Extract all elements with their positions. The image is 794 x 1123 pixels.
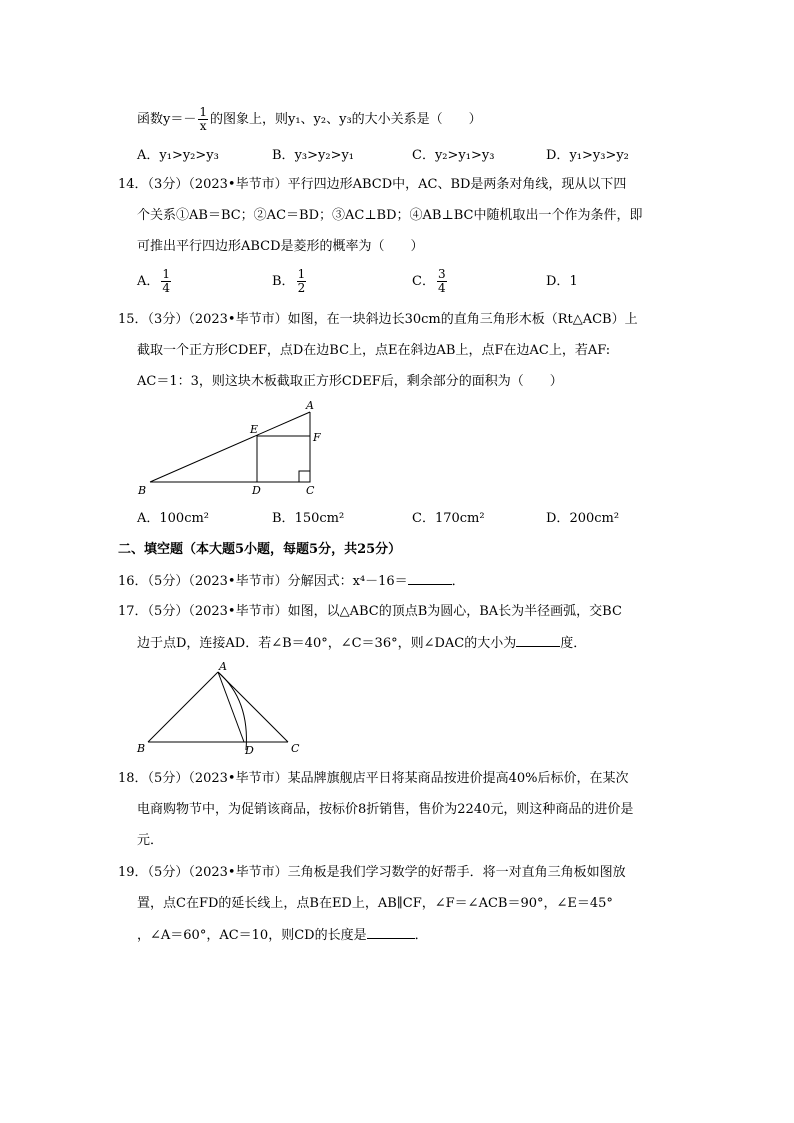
option-text: 1 xyxy=(569,274,578,289)
square-cdef xyxy=(257,436,310,482)
q13-frac-num: 1 xyxy=(199,105,207,119)
q13-option-d xyxy=(546,147,629,165)
option-text: 200cm² xyxy=(569,511,620,526)
label-d: D xyxy=(245,744,254,757)
q14-option-a xyxy=(137,268,173,295)
q13-frac-den: x xyxy=(199,119,207,133)
q17-figure xyxy=(130,660,310,760)
option-label: B． xyxy=(272,148,295,163)
q13-fraction xyxy=(198,106,208,133)
option-label: D． xyxy=(546,511,570,526)
segment-ab xyxy=(148,672,218,742)
option-label: C． xyxy=(412,148,435,163)
q15-figure xyxy=(130,396,330,500)
q15-option-b xyxy=(272,510,344,528)
q13-stem-prefix: 函数y＝－ xyxy=(137,112,197,127)
q16-answer-blank xyxy=(408,572,452,585)
label-c: C xyxy=(291,742,300,755)
option-label: C． xyxy=(412,511,435,526)
option-label: A． xyxy=(137,511,160,526)
segment-ad xyxy=(218,672,244,742)
q19-answer-blank xyxy=(367,926,415,939)
frac-num: 3 xyxy=(437,267,446,281)
q14-line-3: 可推出平行四边形ABCD是菱形的概率为（ ） xyxy=(137,239,424,254)
option-fraction xyxy=(297,268,307,295)
option-label: B． xyxy=(272,274,295,289)
option-label: D． xyxy=(546,274,570,289)
frac-den: 4 xyxy=(437,281,446,295)
q14-line-2: 个关系①AB＝BC；②AC＝BD；③AC⊥BD；④AB⊥BC中随机取出一个作为条件，即 xyxy=(137,208,643,223)
q17-line-2-suffix: 度． xyxy=(560,636,587,651)
q17-line-2 xyxy=(137,634,586,653)
option-text: y₁>y₃>y₂ xyxy=(569,148,629,163)
option-label: D． xyxy=(546,148,570,163)
q19-line-2: 置，点C在FD的延长线上，点B在ED上，AB∥CF，∠F＝∠ACB＝90°，∠E＝45° xyxy=(137,896,613,911)
q17-line-2-prefix: 边于点D，连接AD．若∠B＝40°，∠C＝36°，则∠DAC的大小为 xyxy=(137,636,517,651)
q15-line-3: AC＝1：3，则这块木板截取正方形CDEF后，剩余部分的面积为（ ） xyxy=(137,374,563,389)
option-label: A． xyxy=(137,274,160,289)
option-text: y₃>y₂>y₁ xyxy=(294,148,355,163)
q15-option-c xyxy=(412,510,485,528)
section-heading: 二、填空题（本大题5小题，每题5分，共25分） xyxy=(118,542,402,557)
q18-line-3: 元． xyxy=(137,833,164,848)
q15-option-d xyxy=(546,510,619,528)
q13-option-a xyxy=(137,147,219,165)
label-f: F xyxy=(313,431,321,444)
q19-line-3-prefix: ，∠A＝60°，AC＝10，则CD的长度是 xyxy=(137,928,367,943)
q17-line-1: 17．（5分）（2023•毕节市）如图，以△ABC的顶点B为圆心，BA长为半径画弧，交BC xyxy=(118,604,622,619)
q13-option-b xyxy=(272,147,354,165)
option-text: y₁>y₂>y₃ xyxy=(159,148,219,163)
label-c: C xyxy=(306,484,315,497)
right-angle-mark xyxy=(299,471,310,482)
q15-line-2: 截取一个正方形CDEF，点D在边BC上，点E在斜边AB上，点F在边AC上，若AF: xyxy=(137,343,611,358)
option-text: y₂>y₁>y₃ xyxy=(434,148,495,163)
q14-option-c xyxy=(412,268,449,295)
q19-line-3-suffix: ． xyxy=(414,928,428,943)
label-d: D xyxy=(252,484,261,497)
option-label: C． xyxy=(412,274,435,289)
q16-line xyxy=(118,572,465,591)
option-fraction xyxy=(161,268,171,295)
option-label: B． xyxy=(272,511,295,526)
frac-num: 1 xyxy=(297,267,306,281)
option-label: A． xyxy=(137,148,160,163)
q15-option-a xyxy=(137,510,209,528)
q13-stem-suffix: 的图象上，则y₁、y₂、y₃的大小关系是（ ） xyxy=(210,112,482,127)
option-text: 150cm² xyxy=(294,511,345,526)
label-e: E xyxy=(250,423,259,436)
q14-line-1: 14．（3分）（2023•毕节市）平行四边形ABCD中，AC、BD是两条对角线，现从以下四 xyxy=(118,177,627,192)
q15-line-1: 15．（3分）（2023•毕节市）如图，在一块斜边长30cm的直角三角形木板（Rt△ACB）上 xyxy=(118,312,638,327)
frac-den: 2 xyxy=(297,281,306,295)
label-a: A xyxy=(219,660,227,673)
q16-prefix: 16．（5分）（2023•毕节市）分解因式：x⁴－16＝ xyxy=(118,574,408,589)
q18-line-1: 18．（5分）（2023•毕节市）某品牌旗舰店平日将某商品按进价提高40%后标价，在某次 xyxy=(118,771,629,786)
segment-ba xyxy=(150,412,310,482)
frac-num: 1 xyxy=(162,267,171,281)
label-b: B xyxy=(138,484,147,497)
label-b: B xyxy=(137,742,146,755)
option-text: 100cm² xyxy=(159,511,210,526)
q13-stem xyxy=(137,106,482,133)
q18-line-2: 电商购物节中，为促销该商品，按标价8折销售，售价为2240元，则这种商品的进价是 xyxy=(137,802,634,817)
q16-suffix: ． xyxy=(451,574,465,589)
q19-line-3 xyxy=(137,926,428,945)
q14-option-b xyxy=(272,268,308,295)
option-fraction xyxy=(437,268,447,295)
q19-line-1: 19．（5分）（2023•毕节市）三角板是我们学习数学的好帮手．将一对直角三角板如图放 xyxy=(118,865,626,880)
option-text: 170cm² xyxy=(434,511,485,526)
frac-den: 4 xyxy=(162,281,171,295)
q13-option-c xyxy=(412,147,494,165)
label-a: A xyxy=(306,399,314,412)
q17-answer-blank xyxy=(516,634,560,647)
q14-option-d xyxy=(546,273,578,291)
